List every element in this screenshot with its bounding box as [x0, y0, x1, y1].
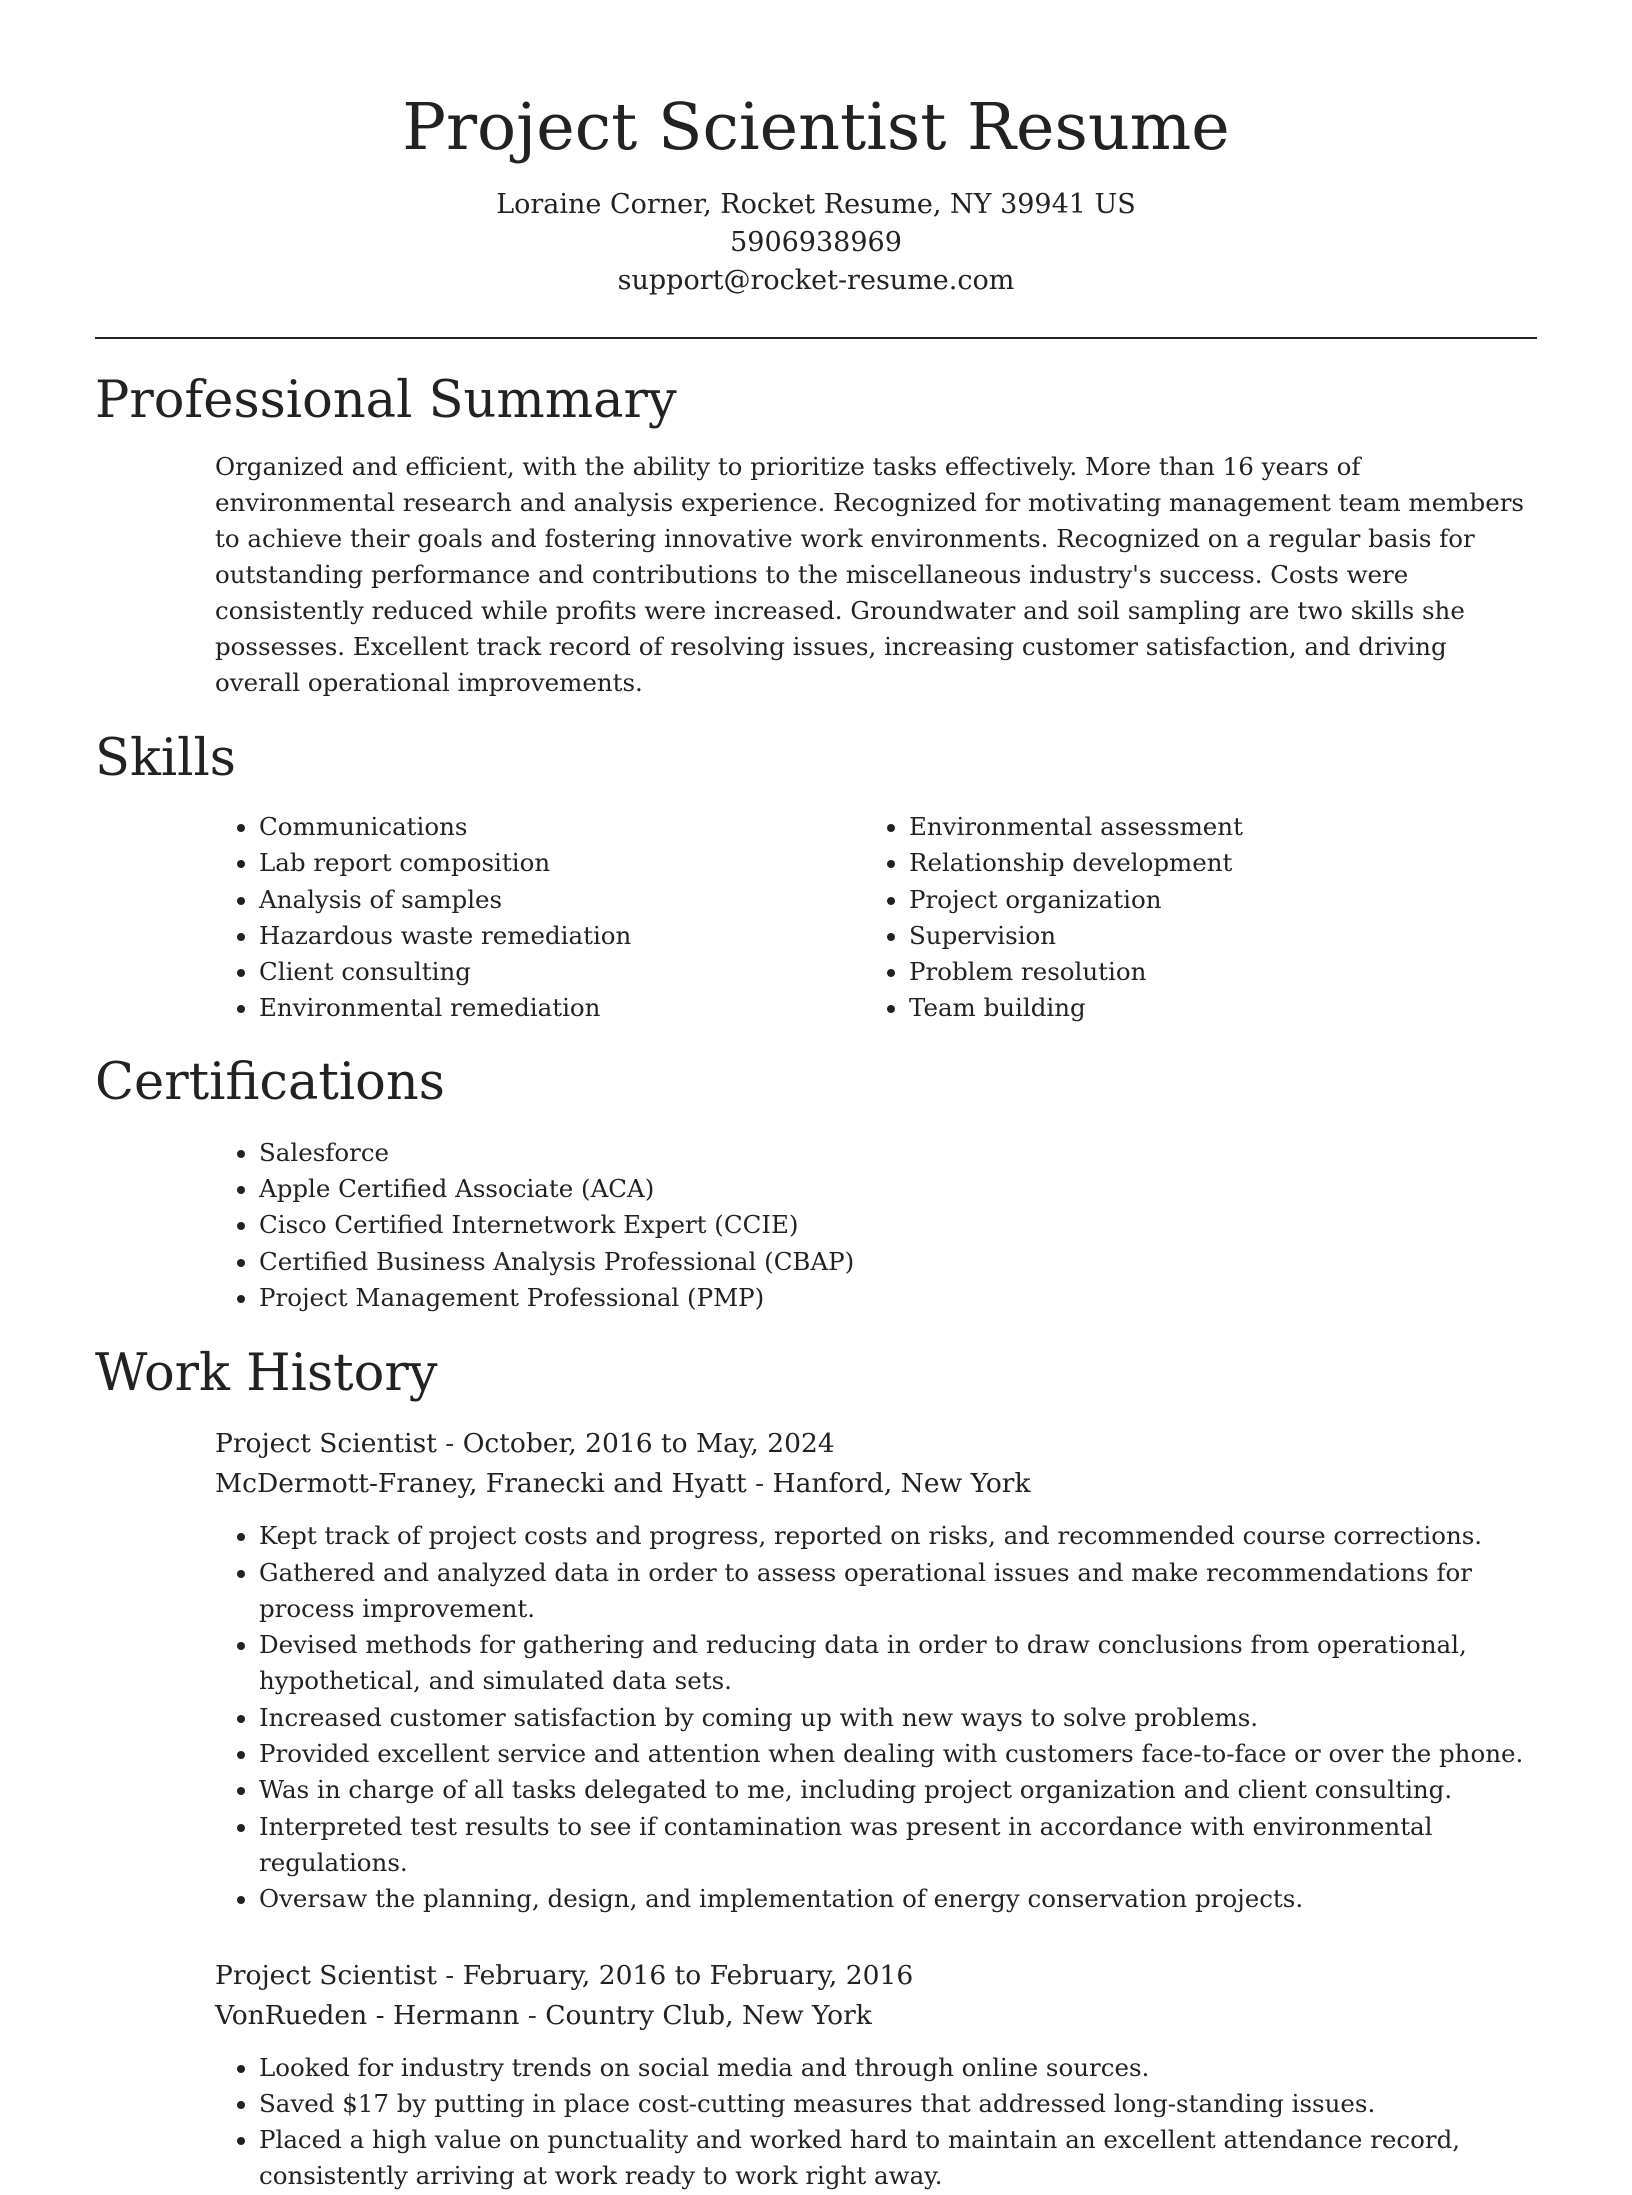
contact-email: support@rocket-resume.com — [617, 265, 1015, 296]
separator: - — [436, 1428, 463, 1460]
skill-item: • Client consulting — [259, 954, 865, 990]
job-location: Hanford, New York — [772, 1468, 1031, 1500]
certification-item: • Salesforce — [259, 1135, 1537, 1171]
job-bullet: • Gathered and analyzed data in order to assess operational issues and make recommendations for process improvement. — [259, 1555, 1537, 1628]
job-bullets — [215, 1518, 1537, 1917]
job-company-line — [215, 1996, 1537, 2036]
skills-column-left — [215, 809, 865, 1027]
job-dates: October, 2016 to May, 2024 — [462, 1428, 835, 1460]
contact-address: Loraine Corner, Rocket Resume, NY 39941 US — [496, 189, 1136, 220]
skill-item: • Problem resolution — [909, 954, 1515, 990]
contact-block — [95, 186, 1537, 300]
certification-item: • Certified Business Analysis Professional (CBAP) — [259, 1244, 1537, 1280]
job-dates: February, 2016 to February, 2016 — [462, 1959, 914, 1991]
job-bullet: • Looked for industry trends on social media and through online sources. — [259, 2050, 1537, 2086]
summary-heading: Professional Summary — [95, 371, 677, 430]
job-title-line — [215, 1424, 1537, 1464]
job-title: Project Scientist — [215, 1959, 437, 1991]
job-entry — [215, 1424, 1537, 1917]
job-bullet: • Interpreted test results to see if contamination was present in accordance with environmental regulations. — [259, 1809, 1537, 1882]
job-title-line — [215, 1956, 1537, 1996]
separator: - — [746, 1468, 773, 1500]
job-bullet: • Increased customer satisfaction by coming up with new ways to solve problems. — [259, 1700, 1537, 1736]
skills-heading: Skills — [95, 729, 236, 788]
job-company: McDermott-Franey, Franecki and Hyatt — [215, 1468, 747, 1500]
certification-item: • Cisco Certified Internetwork Expert (CCIE) — [259, 1207, 1537, 1243]
skills-column-right — [865, 809, 1515, 1027]
skills-list — [215, 809, 1537, 1027]
job-bullet: • Devised methods for gathering and reducing data in order to draw conclusions from operational, hypothetical, and simulated data sets. — [259, 1627, 1537, 1700]
skill-item: • Relationship development — [909, 845, 1515, 881]
job-entry — [215, 1956, 1537, 2195]
job-company: VonRueden - Hermann — [215, 1999, 520, 2031]
skill-item: • Analysis of samples — [259, 882, 865, 918]
header-divider — [95, 337, 1537, 339]
certification-item: • Project Management Professional (PMP) — [259, 1280, 1537, 1316]
job-bullet: • Kept track of project costs and progress, reported on risks, and recommended course corrections. — [259, 1518, 1537, 1554]
skill-item: • Communications — [259, 809, 865, 845]
certification-item: • Apple Certified Associate (ACA) — [259, 1171, 1537, 1207]
job-bullet: • Was in charge of all tasks delegated to me, including project organization and client consulting. — [259, 1772, 1537, 1808]
certifications-heading: Certifications — [95, 1052, 445, 1112]
resume-page — [95, 0, 1537, 2195]
skill-item: • Environmental assessment — [909, 809, 1515, 845]
job-title: Project Scientist — [215, 1428, 437, 1460]
skill-item: • Team building — [909, 990, 1515, 1026]
skill-item: • Environmental remediation — [259, 990, 865, 1026]
job-location: Country Club, New York — [545, 1999, 872, 2031]
job-bullets — [215, 2050, 1537, 2195]
resume-title: Project Scientist Resume — [402, 90, 1230, 165]
summary-text: Organized and efficient, with the ability to prioritize tasks effectively. More than 16 years of environmental research and analysis experience. Recognized for motivating management team members to achieve their goals and fostering innovative work environments. Recognized on a regular basis for outstanding performance and contributions to the miscellaneous industry's success. Costs were consistently reduced while profits were increased. Groundwater and soil sampling are two skills she possesses. Excellent track record of resolving issues, increasing customer satisfaction, and driving overall operational improvements. — [215, 452, 1524, 697]
work-history-heading: Work History — [95, 1344, 438, 1404]
skill-item: • Lab report composition — [259, 845, 865, 881]
separator: - — [519, 1999, 546, 2031]
certifications-list — [215, 1135, 1537, 1316]
job-bullet: • Oversaw the planning, design, and implementation of energy conservation projects. — [259, 1881, 1537, 1917]
job-bullet: • Saved $17 by putting in place cost-cutting measures that addressed long-standing issues. — [259, 2086, 1537, 2122]
job-bullet: • Placed a high value on punctuality and worked hard to maintain an excellent attendance record, consistently arriving at work ready to work right away. — [259, 2122, 1537, 2195]
skill-item: • Project organization — [909, 882, 1515, 918]
job-company-line — [215, 1464, 1537, 1504]
contact-phone: 5906938969 — [730, 227, 902, 258]
job-bullet: • Provided excellent service and attention when dealing with customers face-to-face or over the phone. — [259, 1736, 1537, 1772]
skill-item: • Hazardous waste remediation — [259, 918, 865, 954]
separator: - — [436, 1959, 463, 1991]
skill-item: • Supervision — [909, 918, 1515, 954]
